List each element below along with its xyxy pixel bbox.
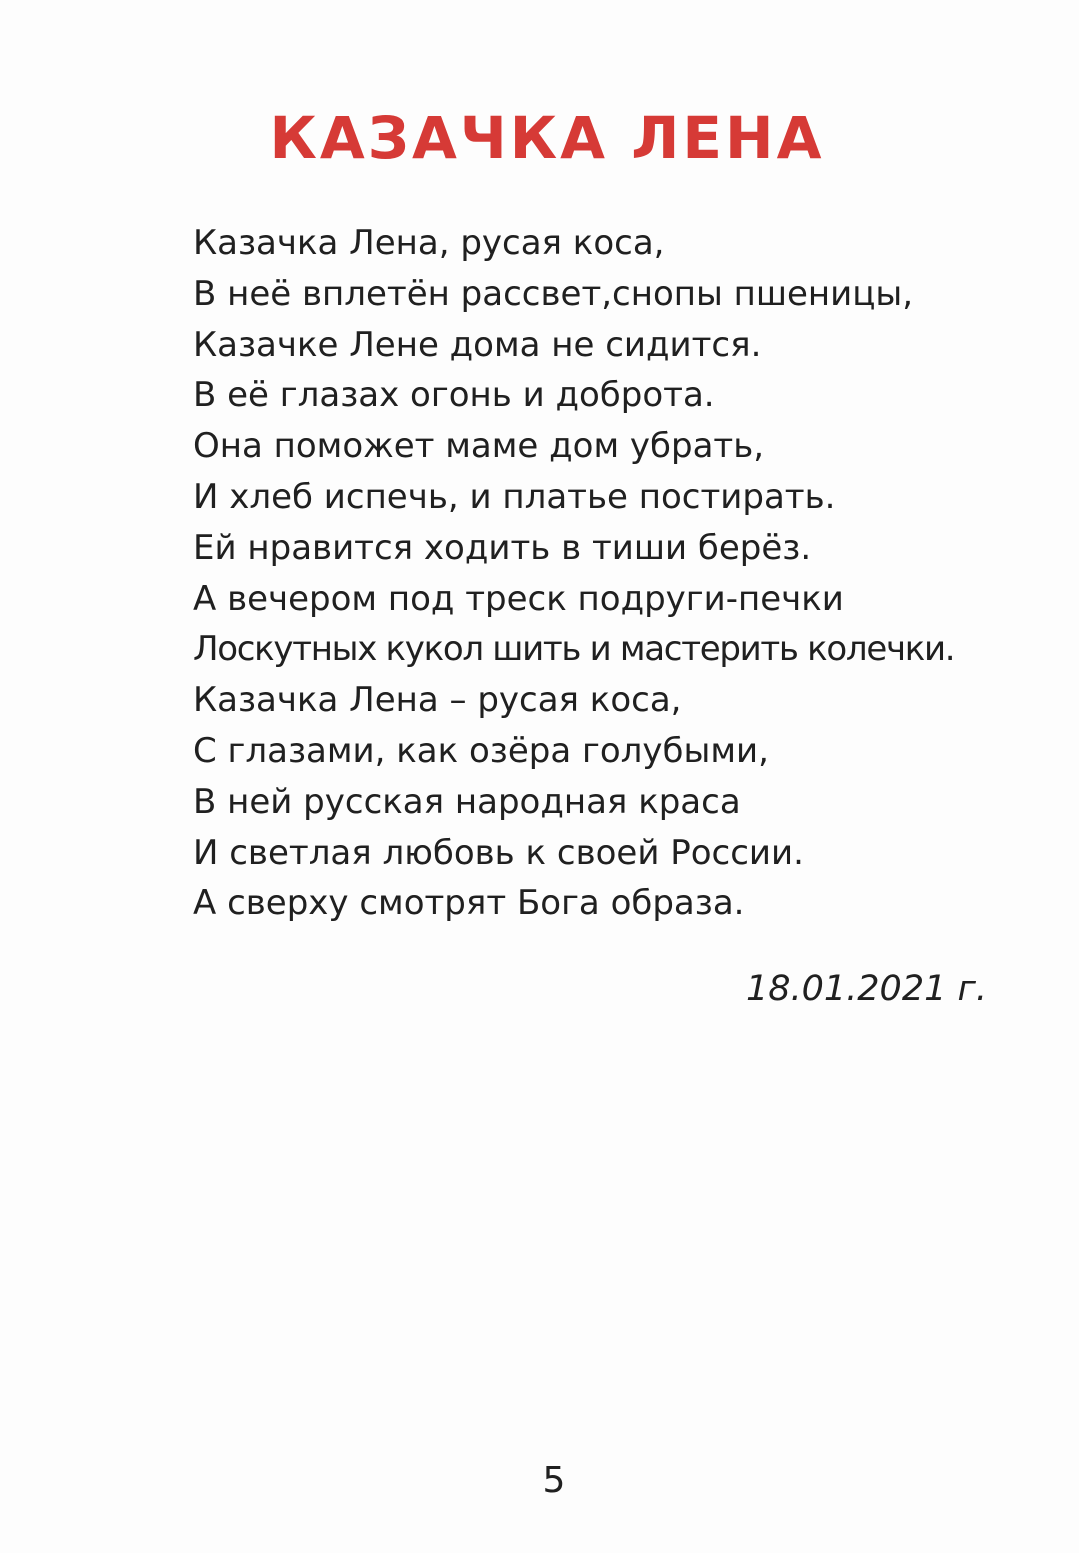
poem-line: И светлая любовь к своей России. [193,832,804,873]
poem-line: Ей нравится ходить в тиши берёз. [193,527,812,568]
poem-line: Казачка Лена – русая коса, [193,680,682,721]
poem-line: Она поможет маме дом убрать, [193,426,765,467]
poem-line: С глазами, как озёра голубыми, [193,730,769,771]
poem-line: Казачка Лена, русая коса, [193,223,665,263]
poem-line: И хлеб испечь, и платье постирать. [193,476,836,517]
poem-line: В неё вплетён рассвет,снопы пшеницы, [193,273,914,314]
poem-line: В её глазах огонь и доброта. [193,375,715,416]
poem-line: Казачке Лене дома не сидится. [193,324,762,365]
poem-line: Лоскутных кукол шить и мастерить колечки. [193,629,955,670]
poem-line: В ней русская народная краса [193,781,741,822]
poem-line: А вечером под треск подруги-печки [193,578,844,619]
page-number: 5 [542,1460,566,1501]
poem-body [193,218,1033,929]
poem-date: 18.01.2021 г. [745,969,987,1009]
poem-line: А сверху смотрят Бога образа. [193,883,745,924]
poem-title: КАЗАЧКА ЛЕНА [269,104,825,172]
